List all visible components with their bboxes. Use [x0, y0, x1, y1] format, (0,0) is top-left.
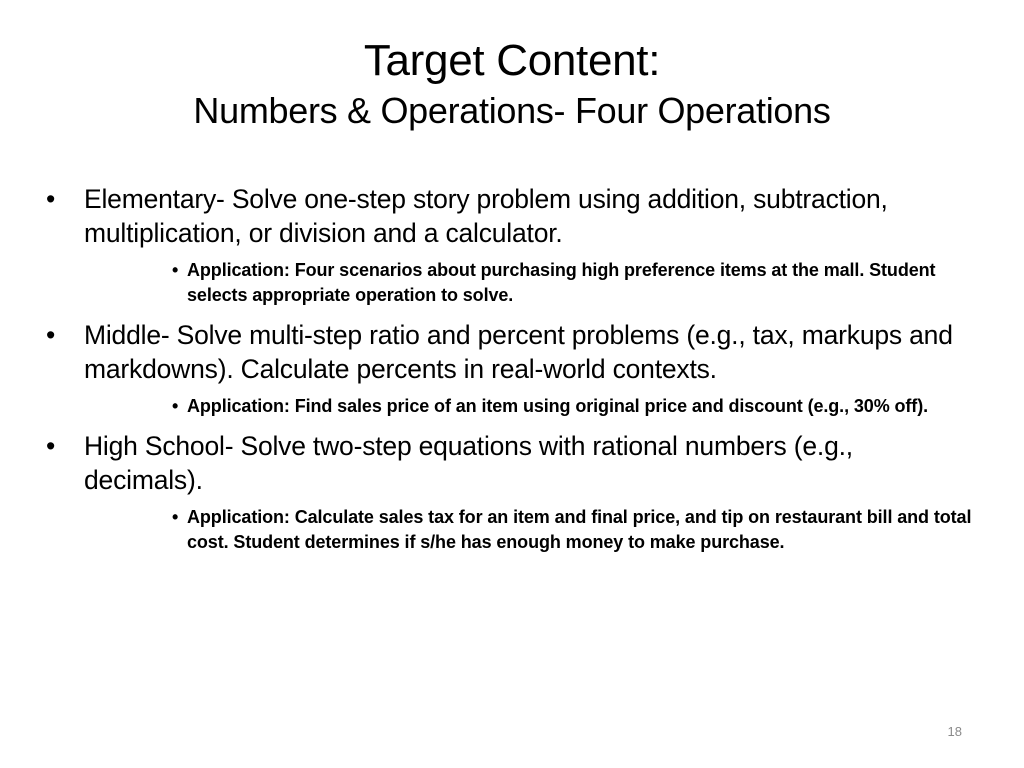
bullet-item-elementary	[44, 182, 974, 250]
bullet-text: Elementary- Solve one-step story problem using addition, subtraction, multiplication, or division and a calculator.	[84, 184, 888, 248]
slide-title	[40, 34, 984, 134]
sub-bullet-text: Application: Find sales price of an item using original price and discount (e.g., 30% off).	[187, 396, 928, 416]
sub-bullet-item-high-school	[172, 505, 974, 555]
sub-bullet-item-elementary	[172, 258, 974, 308]
bullet-icon: •	[172, 396, 179, 416]
bullet-item-middle	[44, 318, 974, 386]
bullet-text: High School- Solve two-step equations with rational numbers (e.g., decimals).	[84, 431, 853, 495]
bullet-icon: •	[172, 260, 179, 280]
title-line-1: Target Content:	[363, 36, 661, 85]
bullet-icon: •	[46, 320, 56, 350]
content-list	[44, 182, 974, 565]
bullet-icon: •	[46, 184, 56, 214]
title-line-2: Numbers & Operations- Four Operations	[193, 90, 831, 131]
sub-bullet-text: Application: Calculate sales tax for an item and final price, and tip on restaurant bill and total cost. Student determines if s/he has enough money to make purchase.	[187, 507, 972, 552]
slide-number: 18	[947, 724, 962, 739]
sub-bullet-item-middle	[172, 394, 974, 419]
bullet-icon: •	[46, 431, 56, 461]
bullet-text: Middle- Solve multi-step ratio and percent problems (e.g., tax, markups and markdowns). Calculate percents in real-world contexts.	[84, 320, 953, 384]
bullet-icon: •	[172, 507, 179, 527]
sub-bullet-text: Application: Four scenarios about purchasing high preference items at the mall. Student selects appropriate operation to solve.	[187, 260, 936, 305]
bullet-item-high-school	[44, 429, 974, 497]
